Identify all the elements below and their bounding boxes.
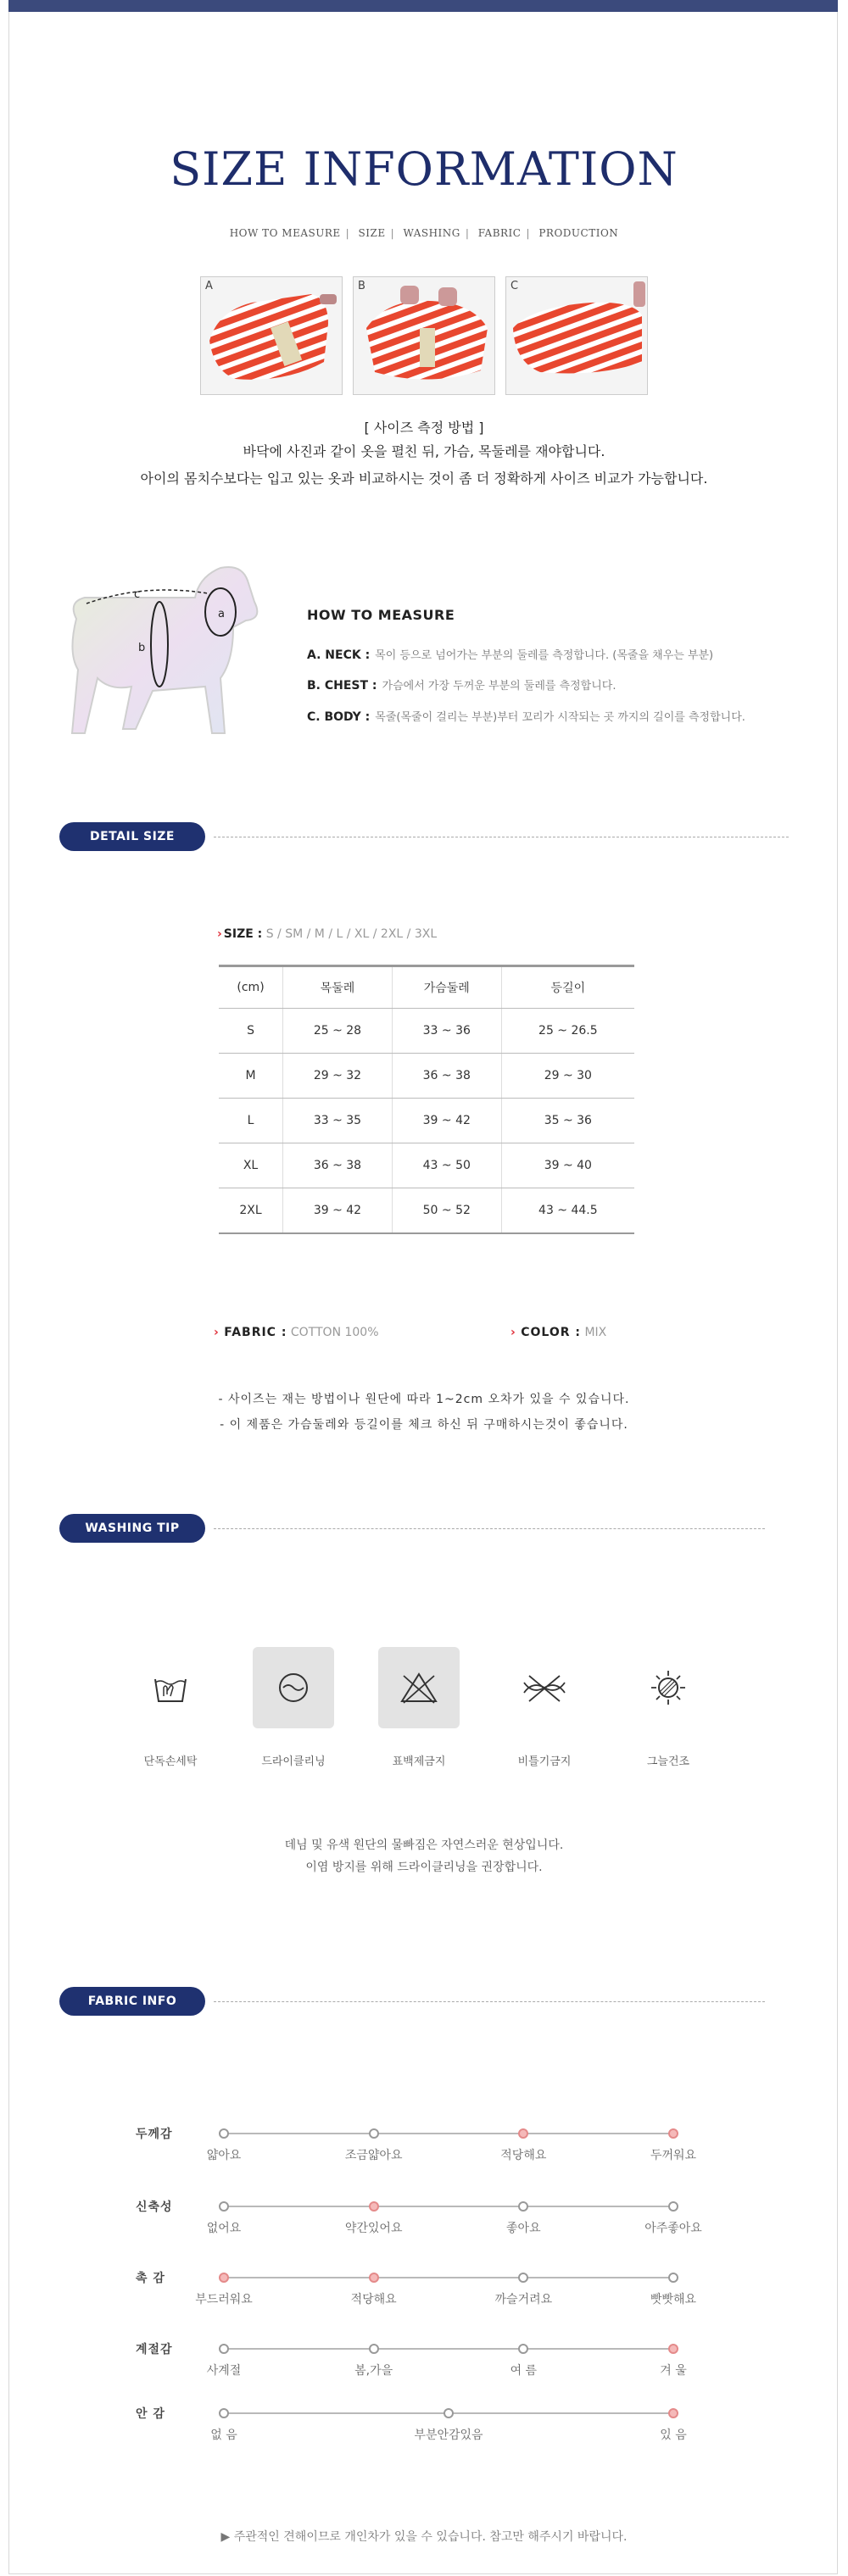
measure-photos bbox=[200, 276, 648, 395]
table-cell: 50 ~ 52 bbox=[392, 1188, 501, 1234]
table-row bbox=[219, 1054, 634, 1099]
dog-diagram bbox=[51, 551, 288, 746]
fabric-value: COTTON 100% bbox=[290, 1326, 379, 1339]
fabric-info-pill: FABRIC INFO bbox=[59, 1987, 205, 2016]
fabric-scale-option: 까슬거려요 bbox=[494, 2293, 553, 2306]
table-row bbox=[219, 1009, 634, 1054]
nav-item-how-to-measure[interactable]: HOW TO MEASURE bbox=[229, 227, 341, 239]
fabric-scale-option: 겨 울 bbox=[660, 2364, 687, 2378]
table-cell: 39 ~ 42 bbox=[283, 1188, 393, 1234]
photo-c bbox=[505, 276, 648, 395]
table-cell: 35 ~ 36 bbox=[501, 1099, 634, 1143]
fabric-scale-option: 빳빳해요 bbox=[650, 2293, 697, 2306]
photo-label: A bbox=[205, 280, 213, 292]
table-row bbox=[219, 1143, 634, 1188]
table-row bbox=[219, 1099, 634, 1143]
measure-row-chest bbox=[307, 676, 616, 693]
column-header: 등길이 bbox=[501, 966, 634, 1009]
fabric-scale-option: 없 음 bbox=[210, 2429, 237, 2442]
wash-label: 드라이클리닝 bbox=[261, 1755, 326, 1768]
fabric-scale-option: 아주좋아요 bbox=[644, 2222, 702, 2235]
divider bbox=[214, 2001, 765, 2002]
wash-label: 비틀기금지 bbox=[517, 1755, 572, 1768]
table-cell: 29 ~ 32 bbox=[283, 1054, 393, 1099]
nav-item-washing[interactable]: WASHING bbox=[403, 227, 460, 239]
color-value: MIX bbox=[584, 1326, 607, 1339]
table-cell: XL bbox=[219, 1143, 283, 1188]
nav-item-size[interactable]: SIZE bbox=[358, 227, 386, 239]
table-header-row bbox=[219, 966, 634, 1009]
measure-method-heading: [ 사이즈 측정 방법 ] bbox=[364, 420, 484, 436]
label-a: a bbox=[218, 608, 225, 620]
section-nav: HOW TO MEASURE | SIZE | WASHING | FABRIC | PRODUCTION bbox=[229, 227, 619, 239]
measure-text: 가슴에서 가장 두꺼운 부분의 둘레를 측정합니다. bbox=[382, 680, 616, 693]
washing-note: 이염 방지를 위해 드라이클리닝을 권장합니다. bbox=[305, 1861, 543, 1874]
fabric-scale-option: 있 음 bbox=[660, 2429, 687, 2442]
chevron-right-icon: › bbox=[217, 927, 222, 941]
no-wring-icon bbox=[504, 1647, 585, 1728]
fabric-scale-option: 봄,가을 bbox=[354, 2364, 393, 2378]
fabric-scale-option: 사계절 bbox=[206, 2364, 242, 2378]
table-row bbox=[219, 1188, 634, 1234]
fabric-scale-label: 안 감 bbox=[136, 2407, 165, 2421]
table-cell: 33 ~ 35 bbox=[283, 1099, 393, 1143]
fabric-scale-dot bbox=[369, 2201, 379, 2212]
chevron-right-icon: › bbox=[214, 1326, 219, 1339]
photo-label: C bbox=[510, 280, 519, 292]
photo-label: B bbox=[358, 280, 365, 292]
measure-row-neck bbox=[307, 646, 713, 662]
fabric-scale-dot bbox=[668, 2201, 678, 2212]
fabric-scale-track bbox=[224, 2277, 673, 2278]
nav-item-fabric[interactable]: FABRIC bbox=[477, 227, 522, 239]
fabric-scale-option: 적당해요 bbox=[350, 2293, 397, 2306]
detail-size-pill: DETAIL SIZE bbox=[59, 822, 205, 851]
column-header: 목둘레 bbox=[283, 966, 393, 1009]
fabric-scale-option: 얇아요 bbox=[206, 2149, 242, 2162]
fabric-scale-track bbox=[224, 2206, 673, 2207]
measure-text: 목이 등으로 넘어가는 부분의 둘레를 측정합니다. (목줄을 채우는 부분) bbox=[375, 649, 714, 662]
size-values: S / SM / M / L / XL / 2XL / 3XL bbox=[265, 927, 438, 941]
size-table bbox=[219, 965, 634, 1234]
wash-item-dry-clean bbox=[253, 1647, 334, 1768]
fabric-scale-dot bbox=[219, 2344, 229, 2354]
wash-label: 표백제금지 bbox=[392, 1755, 446, 1768]
fabric-scale-option: 부드러워요 bbox=[195, 2293, 253, 2306]
column-header: (cm) bbox=[219, 966, 283, 1009]
divider bbox=[214, 1528, 765, 1529]
table-cell: 36 ~ 38 bbox=[283, 1143, 393, 1188]
chevron-right-icon: › bbox=[510, 1326, 516, 1339]
fabric-scale-label: 계절감 bbox=[136, 2343, 173, 2356]
table-cell: 39 ~ 42 bbox=[392, 1099, 501, 1143]
photo-a bbox=[200, 276, 343, 395]
measure-key: A. NECK : bbox=[307, 648, 371, 662]
fabric-scale-dot bbox=[668, 2273, 678, 2283]
color-label: COLOR : bbox=[521, 1326, 581, 1339]
shade-dry-icon bbox=[628, 1647, 709, 1728]
fabric-scale-dot bbox=[668, 2128, 678, 2139]
fabric-scale-dot bbox=[668, 2344, 678, 2354]
how-to-measure-title: HOW TO MEASURE bbox=[307, 607, 455, 623]
table-cell: 25 ~ 26.5 bbox=[501, 1009, 634, 1054]
measure-key: B. CHEST : bbox=[307, 679, 377, 693]
size-note: - 사이즈는 재는 방법이나 원단에 따라 1~2cm 오차가 있을 수 있습니다. bbox=[218, 1393, 630, 1406]
table-cell: 25 ~ 28 bbox=[283, 1009, 393, 1054]
size-note: - 이 제품은 가슴둘레와 등길이를 체크 하신 뒤 구매하시는것이 좋습니다. bbox=[220, 1418, 628, 1432]
top-bar bbox=[8, 0, 838, 12]
label-c: c bbox=[134, 588, 141, 601]
fabric-scale-track bbox=[224, 2348, 673, 2350]
fabric-scale-dot bbox=[444, 2408, 454, 2418]
wash-label: 단독손세탁 bbox=[143, 1755, 198, 1768]
table-cell: 36 ~ 38 bbox=[392, 1054, 501, 1099]
fabric-scale-option: 조금얇아요 bbox=[344, 2149, 403, 2162]
fabric-scale-dot bbox=[369, 2128, 379, 2139]
table-cell: S bbox=[219, 1009, 283, 1054]
wash-item-shade-dry bbox=[628, 1647, 709, 1768]
table-cell: 39 ~ 40 bbox=[501, 1143, 634, 1188]
table-cell: L bbox=[219, 1099, 283, 1143]
fabric-scale-dot bbox=[219, 2128, 229, 2139]
measure-method-line: 바닥에 사진과 같이 옷을 펼친 뒤, 가슴, 목둘레를 재야합니다. bbox=[243, 443, 605, 459]
fabric-scale-option: 없어요 bbox=[206, 2222, 242, 2235]
fabric-scale-option: 부분안감있음 bbox=[414, 2429, 483, 2442]
washing-note: 데님 및 유색 원단의 물빠짐은 자연스러운 현상입니다. bbox=[284, 1839, 564, 1852]
measure-row-body bbox=[307, 708, 745, 724]
fabric-scale-label: 두께감 bbox=[136, 2128, 173, 2141]
wash-item-no-wring bbox=[504, 1647, 585, 1768]
fabric-spec bbox=[214, 1326, 379, 1339]
washing-tip-pill: WASHING TIP bbox=[59, 1514, 205, 1543]
fabric-scale-label: 신축성 bbox=[136, 2200, 173, 2214]
nav-item-production[interactable]: PRODUCTION bbox=[538, 227, 619, 239]
fabric-scale-track bbox=[224, 2133, 673, 2134]
color-spec bbox=[510, 1326, 606, 1339]
fabric-label: FABRIC : bbox=[224, 1326, 287, 1339]
measure-text: 목줄(목줄이 걸리는 부분)부터 꼬리가 시작되는 곳 까지의 길이를 측정합니다. bbox=[375, 711, 745, 724]
page-title: SIZE INFORMATION bbox=[170, 142, 678, 196]
no-bleach-icon bbox=[378, 1647, 460, 1728]
measure-key: C. BODY : bbox=[307, 710, 371, 724]
column-header: 가슴둘레 bbox=[392, 966, 501, 1009]
table-cell: 43 ~ 44.5 bbox=[501, 1188, 634, 1234]
size-list bbox=[217, 927, 437, 941]
table-cell: 43 ~ 50 bbox=[392, 1143, 501, 1188]
label-b: b bbox=[138, 642, 146, 654]
fabric-scale-dot bbox=[369, 2273, 379, 2283]
fabric-scale-option: 약간있어요 bbox=[344, 2222, 403, 2235]
hand-wash-icon bbox=[130, 1647, 211, 1728]
size-label: SIZE : bbox=[223, 927, 263, 941]
table-cell: M bbox=[219, 1054, 283, 1099]
fabric-scale-dot bbox=[369, 2344, 379, 2354]
fabric-scale-dot bbox=[219, 2201, 229, 2212]
fabric-scale-option: 좋아요 bbox=[506, 2222, 541, 2235]
fabric-scale-label: 촉 감 bbox=[136, 2272, 165, 2285]
wash-label: 그늘건조 bbox=[646, 1755, 690, 1768]
photo-b bbox=[353, 276, 495, 395]
disclaimer-note: ▶ 주관적인 견해이므로 개인차가 있을 수 있습니다. 참고만 해주시기 바랍니다. bbox=[220, 2530, 628, 2544]
fabric-scale-option: 두꺼워요 bbox=[650, 2149, 697, 2162]
fabric-scale-option: 적당해요 bbox=[500, 2149, 547, 2162]
dry-clean-icon bbox=[253, 1647, 334, 1728]
fabric-scale-dot bbox=[668, 2408, 678, 2418]
measure-method-line: 아이의 몸치수보다는 입고 있는 옷과 비교하시는 것이 좀 더 정확하게 사이즈 비교가 가능합니다. bbox=[140, 470, 708, 487]
wash-item-hand-wash bbox=[130, 1647, 211, 1768]
table-cell: 29 ~ 30 bbox=[501, 1054, 634, 1099]
fabric-scale-option: 여 름 bbox=[510, 2364, 538, 2378]
wash-item-no-bleach bbox=[378, 1647, 460, 1768]
fabric-scale-dot bbox=[219, 2408, 229, 2418]
fabric-scale-dot bbox=[219, 2273, 229, 2283]
table-cell: 2XL bbox=[219, 1188, 283, 1234]
table-cell: 33 ~ 36 bbox=[392, 1009, 501, 1054]
